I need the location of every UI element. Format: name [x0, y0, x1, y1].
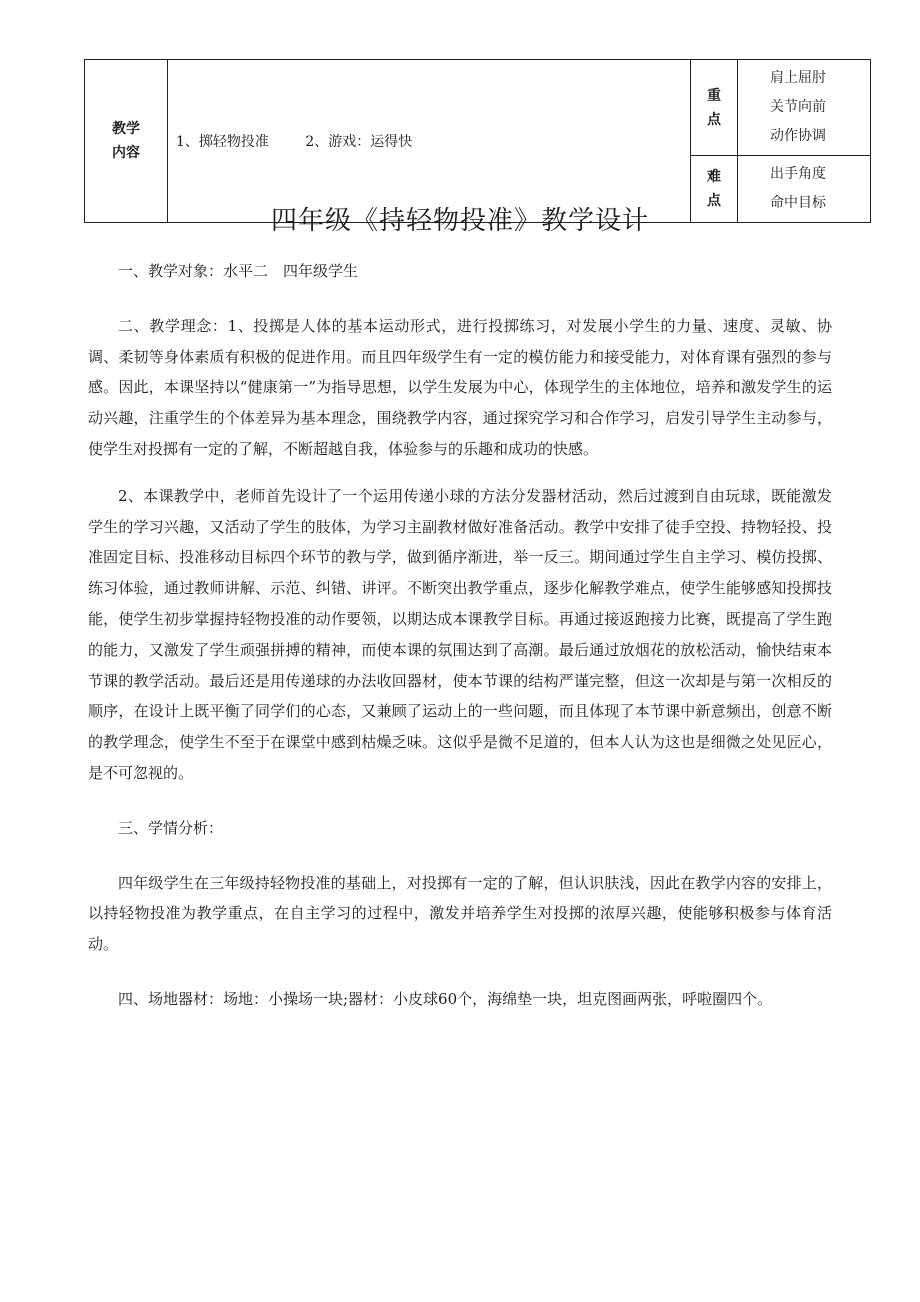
difficulty-text: 出手角度 命中目标 — [738, 156, 871, 223]
paragraph: 一、教学对象：水平二 四年级学生 — [118, 262, 359, 280]
paragraph: 三、学情分析： — [118, 818, 224, 837]
document-body — [88, 256, 832, 1039]
paragraph: 四年级学生在三年级持轻物投准的基础上，对投掷有一定的了解，但认识肤浅，因此在教学内容的安排上，以持轻物投准为教学重点，在自主学习的过程中，激发并培养学生对投掷的浓厚兴趣，使能够积极参与体育活动。 — [88, 873, 832, 954]
document-title: 四年级《持轻物投准》教学设计 — [270, 206, 649, 236]
difficulty-label: 难点 — [691, 156, 738, 223]
content-item: 1、掷轻物投准 — [176, 134, 269, 150]
paragraph: 四、场地器材：场地：小操场一块;器材：小皮球60个，海绵垫一块，坦克图画两张，呼啦圈四个。 — [118, 989, 773, 1008]
content-item: 2、游戏：运得快 — [305, 134, 413, 150]
key-label: 重点 — [691, 60, 738, 156]
paragraph: 二、教学理念：1、投掷是人体的基本运动形式，进行投掷练习，对发展小学生的力量、速度、灵敏、协调、柔韧等身体素质有积极的促进作用。而且四年级学生有一定的模仿能力和接受能力，对体育课有强烈的参与感。因此，本课坚持以“健康第一”为指导思想，以学生发展为中心，体现学生的主体地位，培养和激发学生的运动兴趣，注重学生的个体差异为基本理念，围绕教学内容，通过探究学习和合作学习，启发引导学生主动参与，使学生对投掷有一定的了解，不断超越自我，体验参与的乐趣和成功的快感。 — [88, 316, 832, 458]
key-text: 肩上屈肘 关节向前 动作协调 — [738, 60, 871, 156]
lesson-summary-table — [84, 59, 871, 223]
content-items — [168, 60, 691, 223]
paragraph: 2、本课教学中，老师首先设计了一个运用传递小球的方法分发器材活动，然后过渡到自由玩球，既能激发学生的学习兴趣，又活动了学生的肢体，为学习主副教材做好准备活动。教学中安排了徒手空投、持物轻投、投准固定目标、投准移动目标四个环节的教与学，做到循序渐进，举一反三。期间通过学生自主学习、模仿投掷、练习体验，通过教师讲解、示范、纠错、讲评。不断突出教学重点，逐步化解教学难点，使学生能够感知投掷技能，使学生初步掌握持轻物投准的动作要领，以期达成本课教学目标。再通过接返跑接力比赛，既提高了学生跑的能力，又激发了学生顽强拼搏的精神，而使本课的氛围达到了高潮。最后通过放烟花的放松活动，愉快结束本节课的教学活动。最后还是用传递球的办法收回器材，使本节课的结构严谨完整，但这一次却是与第一次相反的顺序，在设计上既平衡了同学们的心态，又兼顾了运动上的一些问题，而且体现了本节课中新意频出，创意不断的教学理念，使学生不至于在课堂中感到枯燥乏味。这似乎是微不足道的，但本人认为这也是细微之处见匠心，是不可忽视的。 — [88, 486, 832, 782]
content-label: 教学内容 — [85, 60, 168, 223]
